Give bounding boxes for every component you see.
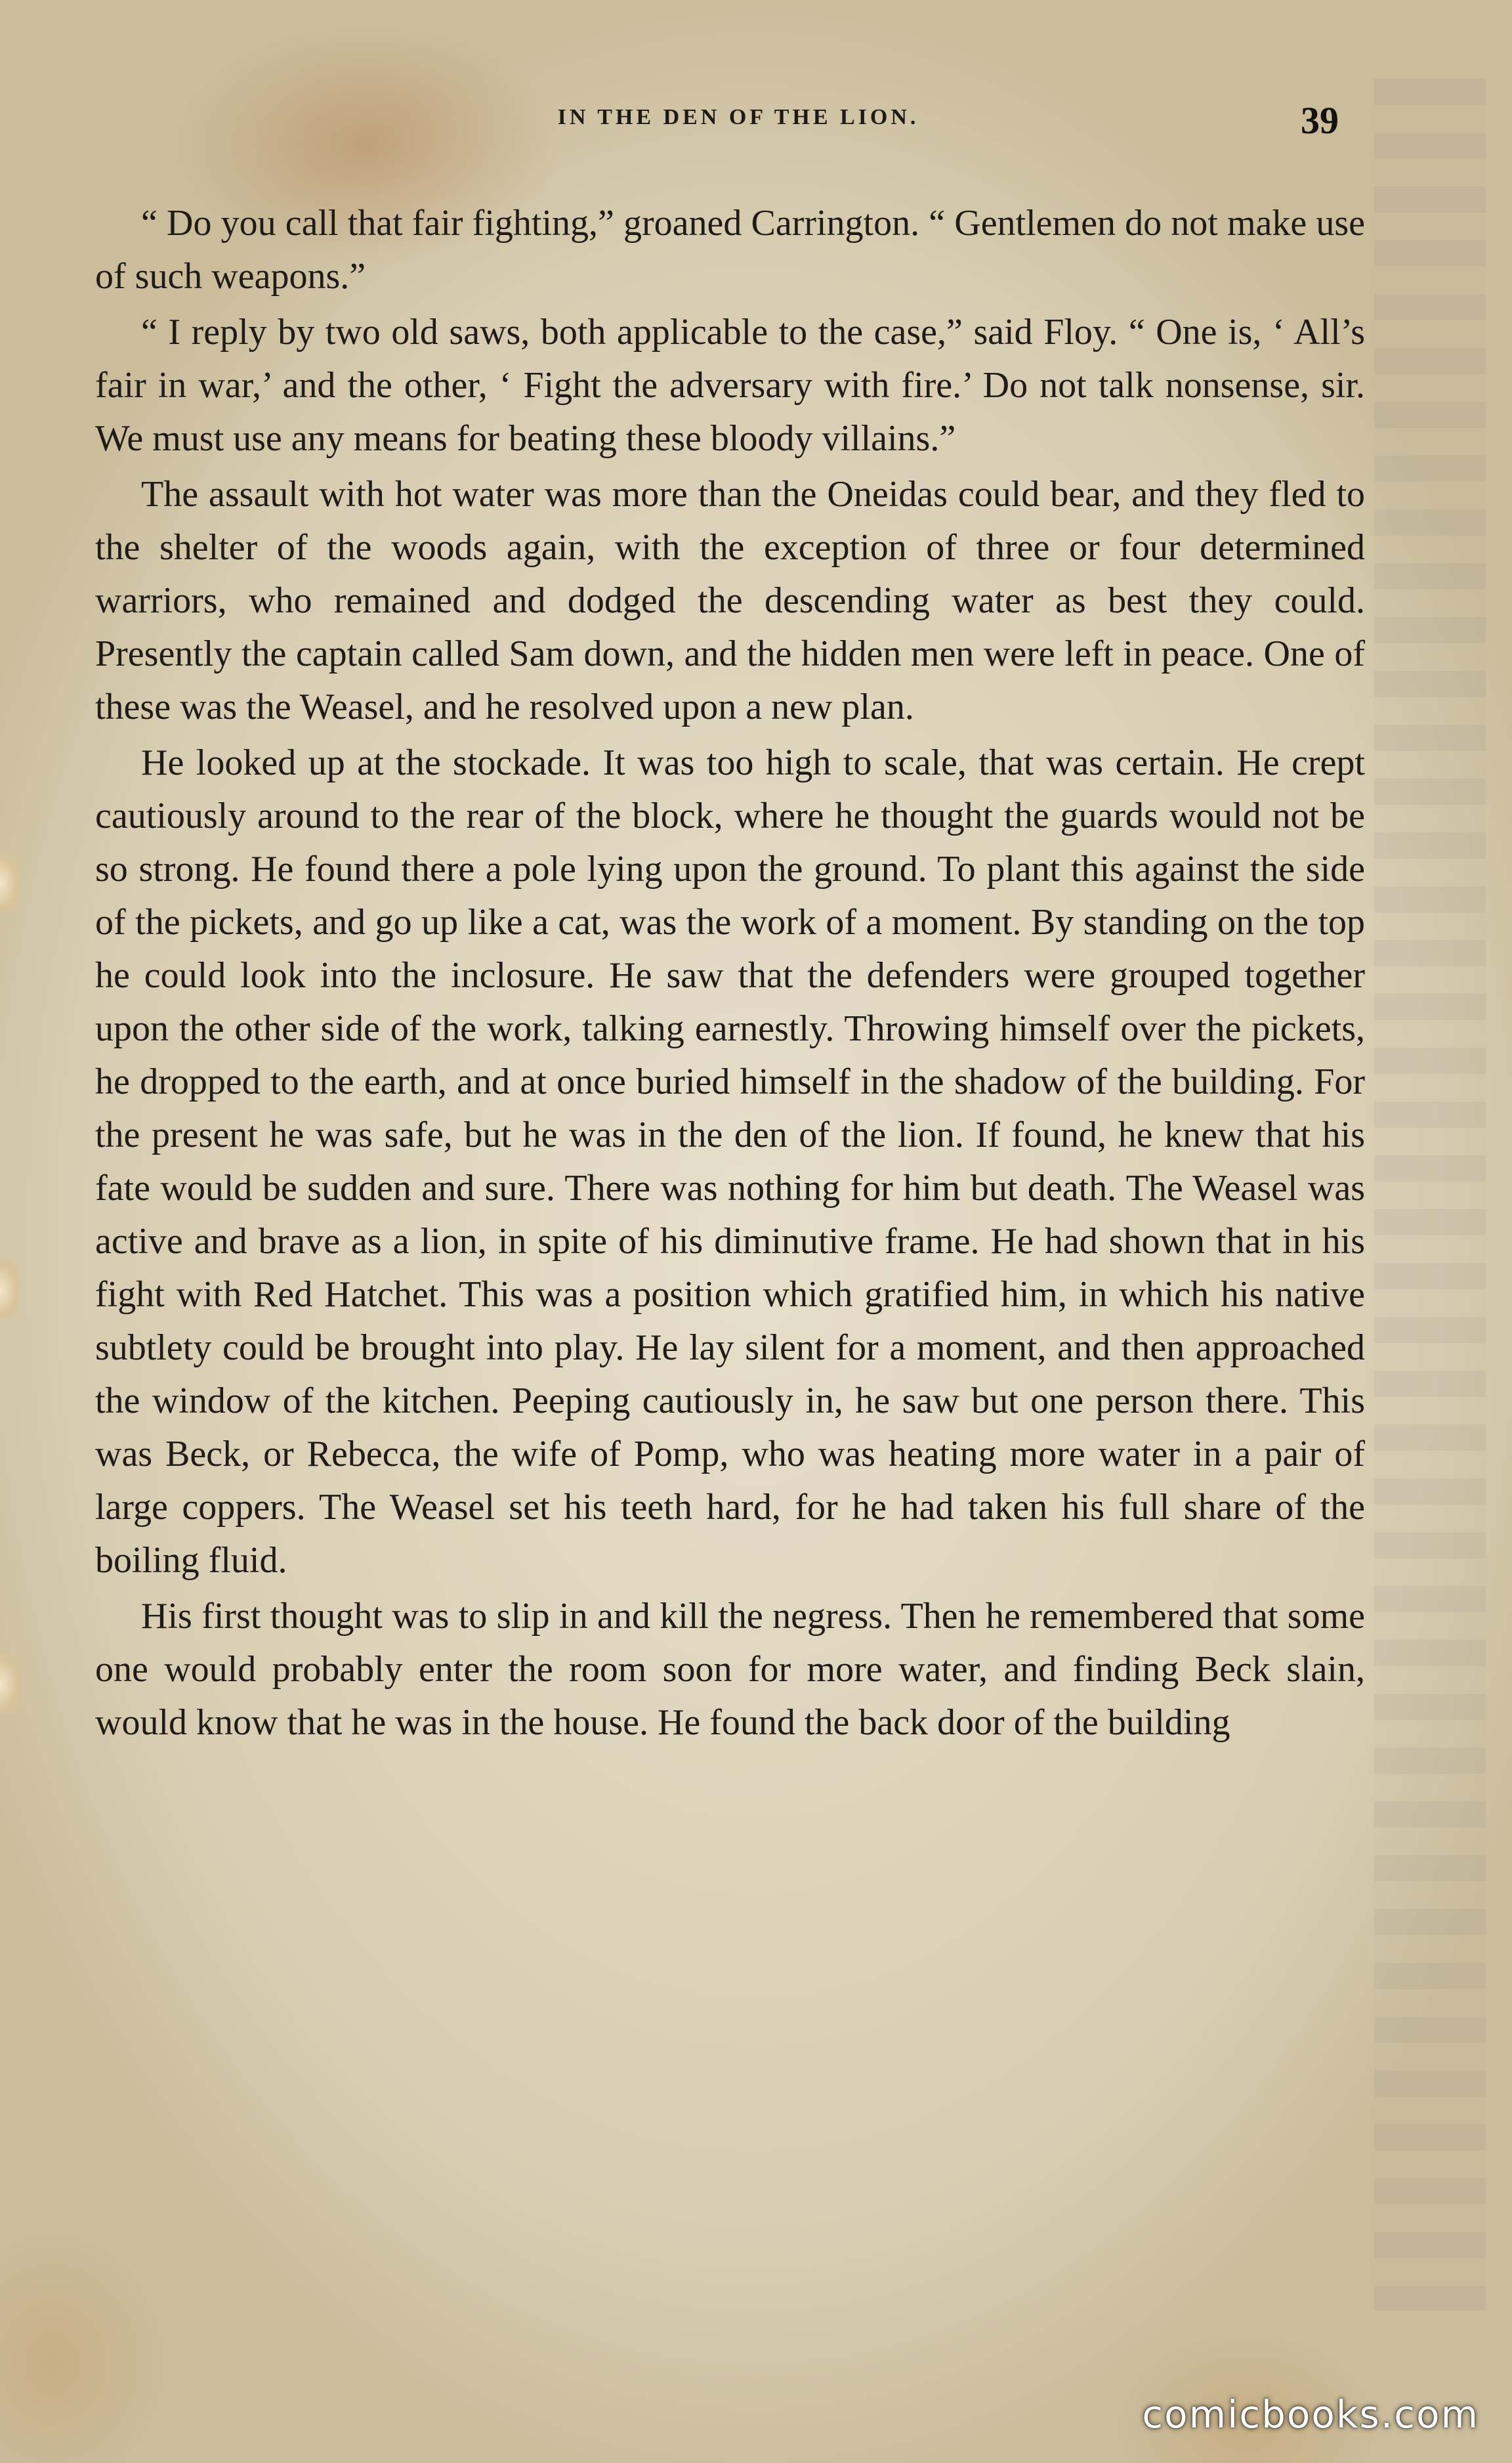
- running-title: IN THE DEN OF THE LION.: [557, 105, 919, 129]
- binding-hole: [0, 853, 20, 912]
- page-header: [98, 98, 1378, 151]
- paragraph: “ I reply by two old saws, both applicable to the case,” said Floy. “ One is, ‘ All’s fair in war,’ and the other, ‘ Fight the adversary with fire.’ Do not talk nonsense, sir. We must use any means for beating these bloody villains.”: [95, 312, 1365, 459]
- binding-hole: [0, 1260, 20, 1319]
- bleed-through-text: [1374, 79, 1486, 2311]
- body-text: [95, 197, 1365, 1749]
- paragraph: “ Do you call that fair fighting,” groaned Carrington. “ Gentlemen do not make use of such weapons.”: [95, 203, 1365, 297]
- watermark: comicbooks.com: [1142, 2392, 1479, 2437]
- paragraph: The assault with hot water was more than the Oneidas could bear, and they fled to the shelter of the woods again, with the exception of three or four determined warriors, who remained and dodged the descending water as best they could. Presently the captain called Sam down, and the hidden men were left in peace. One of these was the Weasel, and he resolved upon a new plan.: [95, 474, 1365, 727]
- paragraph: His first thought was to slip in and kill the negress. Then he remembered that some one would probably enter the room soon for more water, and finding Beck slain, would know that he was in the house. He found the back door of the building: [95, 1596, 1365, 1743]
- page-number: 39: [1301, 99, 1339, 142]
- binding-hole: [0, 1654, 20, 1713]
- paragraph: He looked up at the stockade. It was too high to scale, that was certain. He crept cautiously around to the rear of the block, where he thought the guards would not be so strong. He found there a pole lying upon the ground. To plant this against the side of the pickets, and go up like a cat, was the work of a moment. By standing on the top he could look into the inclosure. He saw that the defenders were grouped together upon the other side of the work, talking earnestly. Throwing himself over the pickets, he dropped to the earth, and at once buried himself in the shadow of the building. For the present he was safe, but he was in the den of the lion. If found, he knew that his fate would be sudden and sure. There was nothing for him but death. The Weasel was active and brave as a lion, in spite of his diminutive frame. He had shown that in his fight with Red Hatchet. This was a position which gratified him, in which his native subtlety could be brought into play. He lay silent for a moment, and then approached the window of the kitchen. Peeping cautiously in, he saw but one person there. This was Beck, or Rebecca, the wife of Pomp, who was heating more water in a pair of large coppers. The Weasel set his teeth hard, for he had taken his full share of the boiling fluid.: [95, 742, 1365, 1581]
